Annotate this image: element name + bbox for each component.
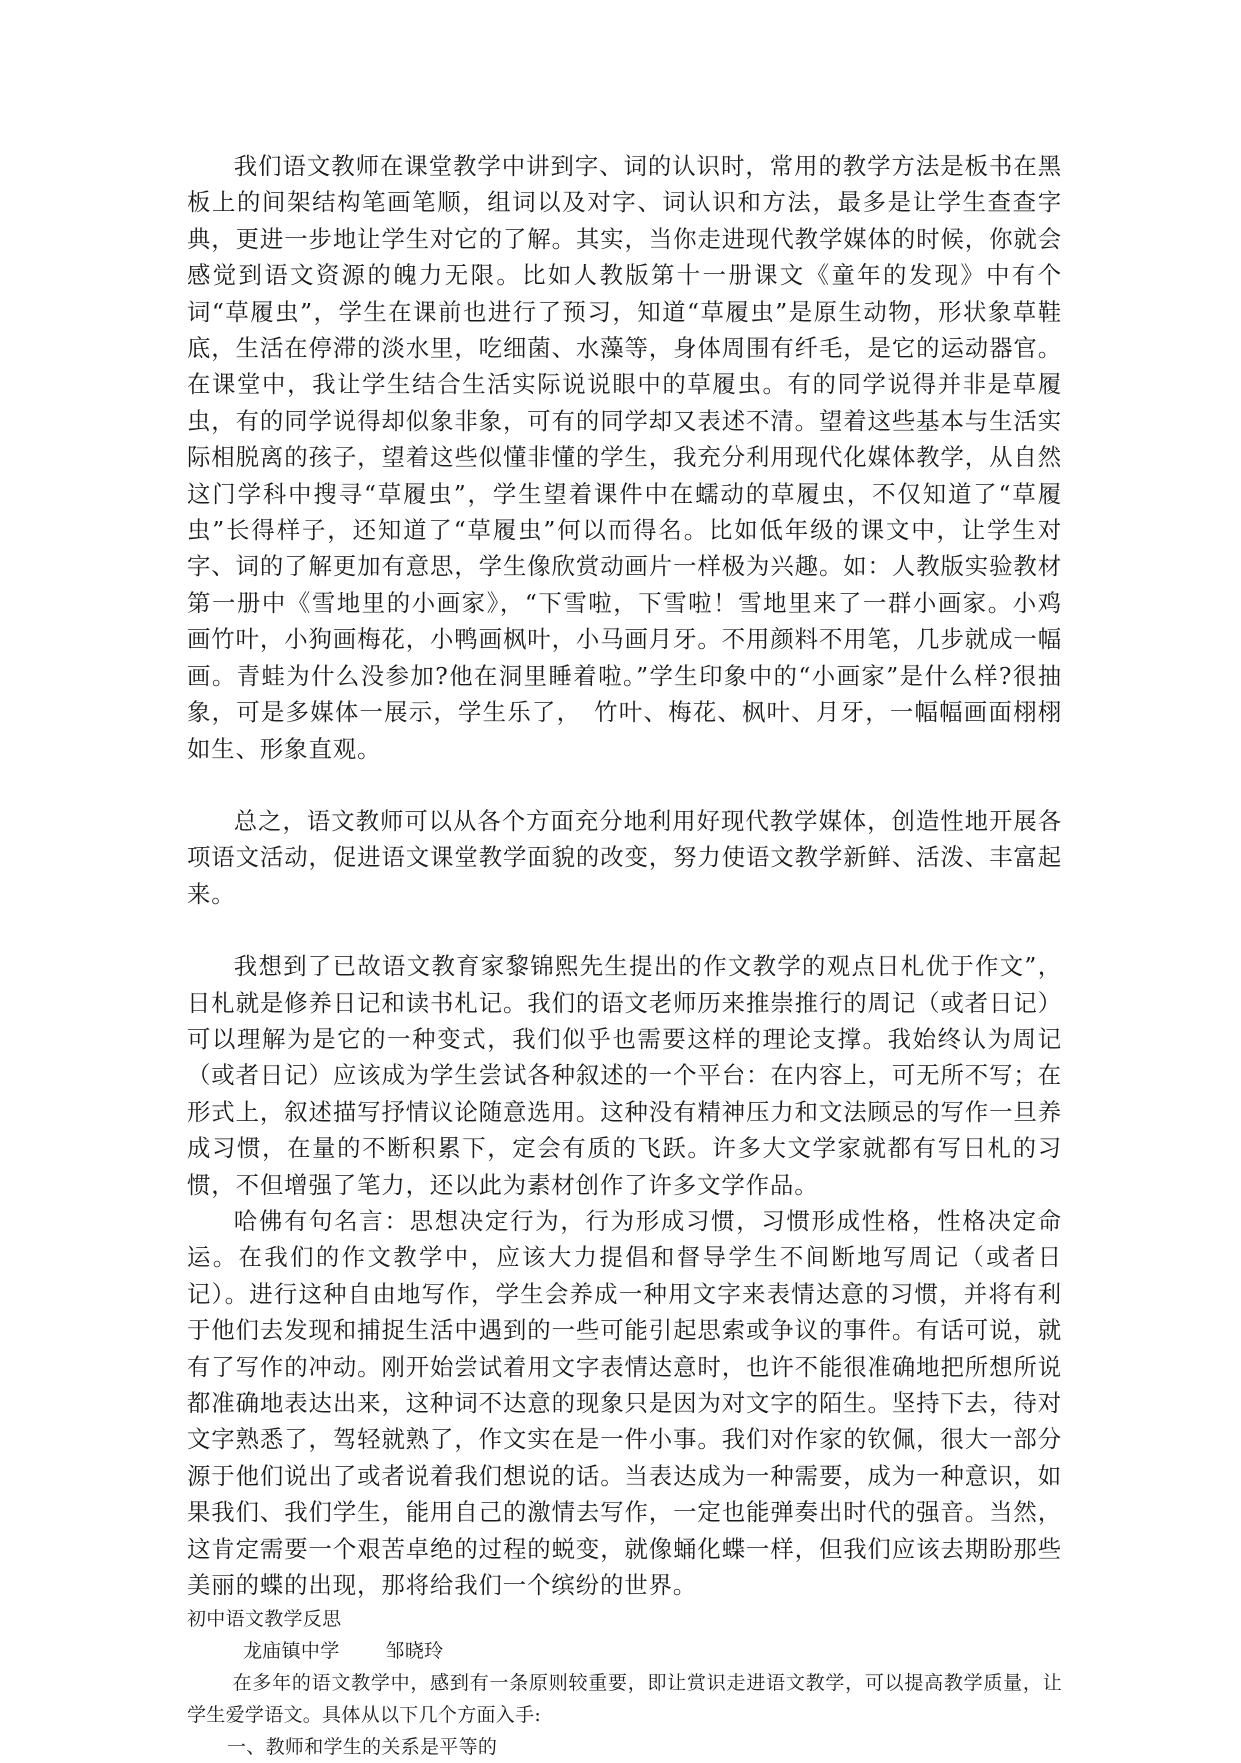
paragraph-diary-writing: 我想到了已故语文教育家黎锦熙先生提出的作文教学的观点日札优于作文”，日札就是修养日记和读书札记。我们的语文老师历来推崇推行的周记（或者日记）可以理解为是它的一种变式，我们似乎也需要这样的理论支撑。我始终认为周记（或者日记）应该成为学生尝试各种叙述的一个平台：在内容上，可无所不写；在形式上，叙述描写抒情议论随意选用。这种没有精神压力和文法顾忌的写作一旦养成习惯，在量的不断积累下，定会有质的飞跃。许多大文学家就都有写日札的习惯，不但增强了笔力，还以此为素材创作了许多文学作品。 (187, 952, 1062, 1199)
paragraph-summary: 总之，语文教师可以从各个方面充分地利用好现代教学媒体，创造性地开展各项语文活动，促进语文课堂教学面貌的改变，努力使语文教学新鲜、活泼、丰富起来。 (187, 806, 1062, 908)
article-intro: 在多年的语文教学中，感到有一条原则较重要，即让赏识走进语文教学，可以提高教学质量，让学生爱学语文。具体从以下几个方面入手: (187, 1672, 1062, 1727)
document-body (187, 148, 1062, 1763)
author-name: 邹晓玲 (385, 1640, 444, 1663)
paragraph-media-teaching: 我们语文教师在课堂教学中讲到字、词的认识时，常用的教学方法是板书在黑板上的间架结构笔画笔顺，组词以及对字、词认识和方法，最多是让学生查查字典，更进一步地让学生对它的了解。其实，当你走进现代教学媒体的时候，你就会感觉到语文资源的魄力无限。比如人教版第十一册课文《童年的发现》中有个词“草履虫”，学生在课前也进行了预习，知道“草履虫”是原生动物，形状象草鞋底，生活在停滞的淡水里，吃细菌、水藻等，身体周围有纤毛，是它的运动器官。在课堂中，我让学生结合生活实际说说眼中的草履虫。有的同学说得并非是草履虫，有的同学说得却似象非象，可有的同学却又表述不清。望着这些基本与生活实际相脱离的孩子，望着这些似懂非懂的学生，我充分利用现代化媒体教学，从自然这门学科中搜寻“草履虫”，学生望着课件中在蠕动的草履虫，不仅知道了“草履虫”长得样子，还知道了“草履虫”何以而得名。比如低年级的课文中，让学生对字、词的了解更加有意思，学生像欣赏动画片一样极为兴趣。如：人教版实验教材第一册中《雪地里的小画家》，“下雪啦，下雪啦！雪地里来了一群小画家。小鸡画竹叶，小狗画梅花，小鸭画枫叶，小马画月牙。不用颜料不用笔，几步就成一幅画。青蛙为什么没参加?他在洞里睡着啦。”学生印象中的“小画家”是什么样?很抽象，可是多媒体一展示，学生乐了， 竹叶、梅花、枫叶、月牙，一幅幅画面栩栩如生、形象直观。 (187, 152, 1062, 763)
author-line (187, 1635, 1062, 1667)
section-heading: 一、教师和学生的关系是平等的 (227, 1736, 498, 1759)
article-title: 初中语文教学反思 (187, 1608, 342, 1631)
paragraph-harvard-quote: 哈佛有句名言：思想决定行为，行为形成习惯，习惯形成性格，性格决定命运。在我们的作文教学中，应该大力提倡和督导学生不间断地写周记（或者日记）。进行这种自由地写作，学生会养成一种用文字来表情达意的习惯，并将有利于他们去发现和捕捉生活中遇到的一些可能引起思索或争议的事件。有话可说，就有了写作的冲动。刚开始尝试着用文字表情达意时，也许不能很准确地把所想所说都准确地表达出来，这种词不达意的现象只是因为对文字的陌生。坚持下去，待对文字熟悉了，驾轻就熟了，作文实在是一件小事。我们对作家的钦佩，很大一部分源于他们说出了或者说着我们想说的话。当表达成为一种需要，成为一种意识，如果我们、我们学生，能用自己的激情去写作，一定也能弹奏出时代的强音。当然，这肯定需要一个艰苦卓绝的过程的蜕变，就像蛹化蝶一样，但我们应该去期盼那些美丽的蝶的出现，那将给我们一个缤纷的世界。 (187, 1206, 1062, 1600)
school-name: 龙庙镇中学 (243, 1640, 340, 1663)
